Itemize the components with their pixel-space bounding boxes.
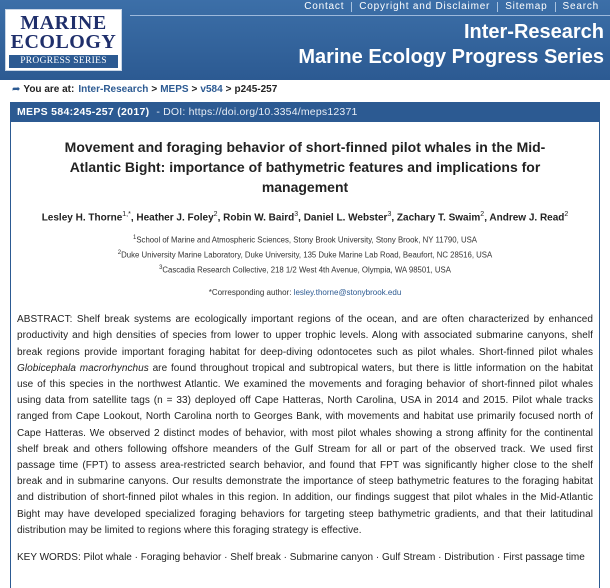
affiliation-text: Duke University Marine Laboratory, Duke University, 135 Duke Marine Lab Road, Beaufort, NC 28516, USA: [121, 250, 493, 260]
nav-search-link[interactable]: Search: [562, 1, 599, 12]
author-list: Lesley H. Thorne$^{1,*}$, Heather J. Foley$^2$, Robin W. Baird$^3$, Daniel L. Webster$^3$, Zachary T. Swaim$^2$, Andrew J. Read$^2$: [41, 211, 569, 224]
author-affil-sup: 2: [564, 211, 569, 218]
article-citation-bar: [11, 103, 599, 122]
corresponding-author: [11, 288, 599, 297]
nav-copyright-link[interactable]: Copyright and Disclaimer: [359, 1, 491, 12]
author-name: Daniel L. Webster: [303, 212, 388, 224]
author-name: Heather J. Foley: [136, 212, 214, 224]
author-name: Andrew J. Read: [489, 212, 565, 224]
corresponding-author-email-link[interactable]: lesley.thorne@stonybrook.edu: [293, 288, 402, 298]
affiliation-item: [11, 247, 599, 262]
author-name: Robin W. Baird: [223, 212, 295, 224]
affiliation-text: School of Marine and Atmospheric Sciences, Stony Brook University, Stony Brook, NY 11790, USA: [136, 235, 477, 245]
logo-line-2: ECOLOGY: [10, 31, 117, 53]
author-affil-sup: 3: [387, 211, 392, 218]
author-affil-sup: 3: [294, 211, 299, 218]
affiliation-item: [11, 262, 599, 277]
breadcrumb-separator: >: [191, 84, 198, 95]
affiliation-text: Cascadia Research Collective, 218 1/2 West 4th Avenue, Olympia, WA 98501, USA: [162, 265, 451, 275]
corresponding-author-label: *Corresponding author:: [208, 288, 294, 298]
top-nav: [297, 0, 606, 14]
nav-rule: [130, 15, 610, 16]
article-title: Movement and foraging behavior of short-finned pilot whales in the Mid-Atlantic Bight: importance of bathymetric features and implications for management: [64, 139, 546, 195]
affiliation-number: 1: [133, 235, 137, 242]
breadcrumb-separator: >: [151, 84, 158, 95]
nav-contact-link[interactable]: Contact: [304, 1, 345, 12]
author-affil-sup: 2: [480, 211, 485, 218]
breadcrumb-current: p245-257: [234, 84, 278, 95]
journal-name: Marine Ecology Progress Series: [298, 46, 604, 68]
publisher-name: Inter-Research: [463, 21, 604, 43]
breadcrumb-item-volume[interactable]: v584: [200, 84, 223, 95]
breadcrumb-item-meps[interactable]: MEPS: [160, 84, 189, 95]
abstract-text-end: are found throughout tropical and subtropical waters, but there is little information on the habitat use of this species in the northwest Atlantic. We examined the movements and foraging behavior of short-finned pilot whales using data from satellite tags (n = 33) deployed off Cape Hatteras, North Carolina, USA in 2014 and 2015. Pilot whale tracks ranged from Cape Lookout, North Carolina north to Georges Bank, with movements and habitat use primarily focused north of Cape Hatteras. We observed 2 distinct modes of behavior, with most pilot whales showing a strong affinity for the continental shelf break and others following offshore meanders of the Gulf Stream for all or part of the observed track. We used first passage time (FPT) to assess area-restricted search behavior, and found that FPT was significantly higher close to the shelf break and in submarine canyons. Our results demonstrate the importance of steep bathymetric features to the foraging habitat and distribution of short-finned pilot whales in this region. In addition, our findings suggest that pilot whales in the Mid-Atlantic Bight may have developed specialized foraging behaviors for targeting steep bathymetric gradients, and that their latitudinal distribution may be limited to regions where this foraging strategy is effective.: [17, 362, 593, 536]
keywords: KEY WORDS: Pilot whale · Foraging behavior · Shelf break · Submarine canyon · Gulf Stream · Distribution · First passage time: [17, 551, 585, 563]
affiliation-list: [11, 232, 599, 276]
breadcrumb: [12, 84, 281, 95]
affiliation-number: 3: [159, 264, 163, 271]
breadcrumb-label: You are at:: [23, 84, 75, 95]
affiliation-item: [11, 232, 599, 247]
author-name: Zachary T. Swaim: [396, 212, 481, 224]
nav-sitemap-link[interactable]: Sitemap: [505, 1, 548, 12]
species-name: Globicephala macrorhynchus: [17, 362, 149, 374]
logo-line-3: PROGRESS SERIES: [9, 55, 118, 68]
breadcrumb-separator: >: [225, 84, 232, 95]
site-brand: [298, 20, 604, 70]
affiliation-number: 2: [117, 249, 122, 256]
journal-logo[interactable]: [5, 9, 122, 71]
abstract: [17, 312, 593, 539]
site-header: [0, 0, 610, 80]
article-panel: [10, 102, 600, 588]
author-name: Lesley H. Thorne: [41, 212, 123, 224]
location-arrow-icon: ➦: [12, 84, 21, 95]
article-doi[interactable]: - DOI: https://doi.org/10.3354/meps12371: [156, 106, 358, 118]
author-affil-sup: 1,*: [122, 211, 131, 218]
logo-line-1: MARINE: [20, 12, 107, 34]
breadcrumb-item-inter-research[interactable]: Inter-Research: [78, 84, 149, 95]
article-citation: MEPS 584:245-257 (2017): [17, 106, 150, 118]
author-affil-sup: 2: [213, 211, 218, 218]
abstract-text-start: ABSTRACT: Shelf break systems are ecologically important regions of the ocean, and are often characterized by enhanced productivity and high densities of species from lower to upper trophic levels. Along with associated submarine canyons, shelf break regions provide important foraging habitat for deep-diving odontocetes such as pilot whales. Short-finned pilot whales: [17, 314, 593, 358]
